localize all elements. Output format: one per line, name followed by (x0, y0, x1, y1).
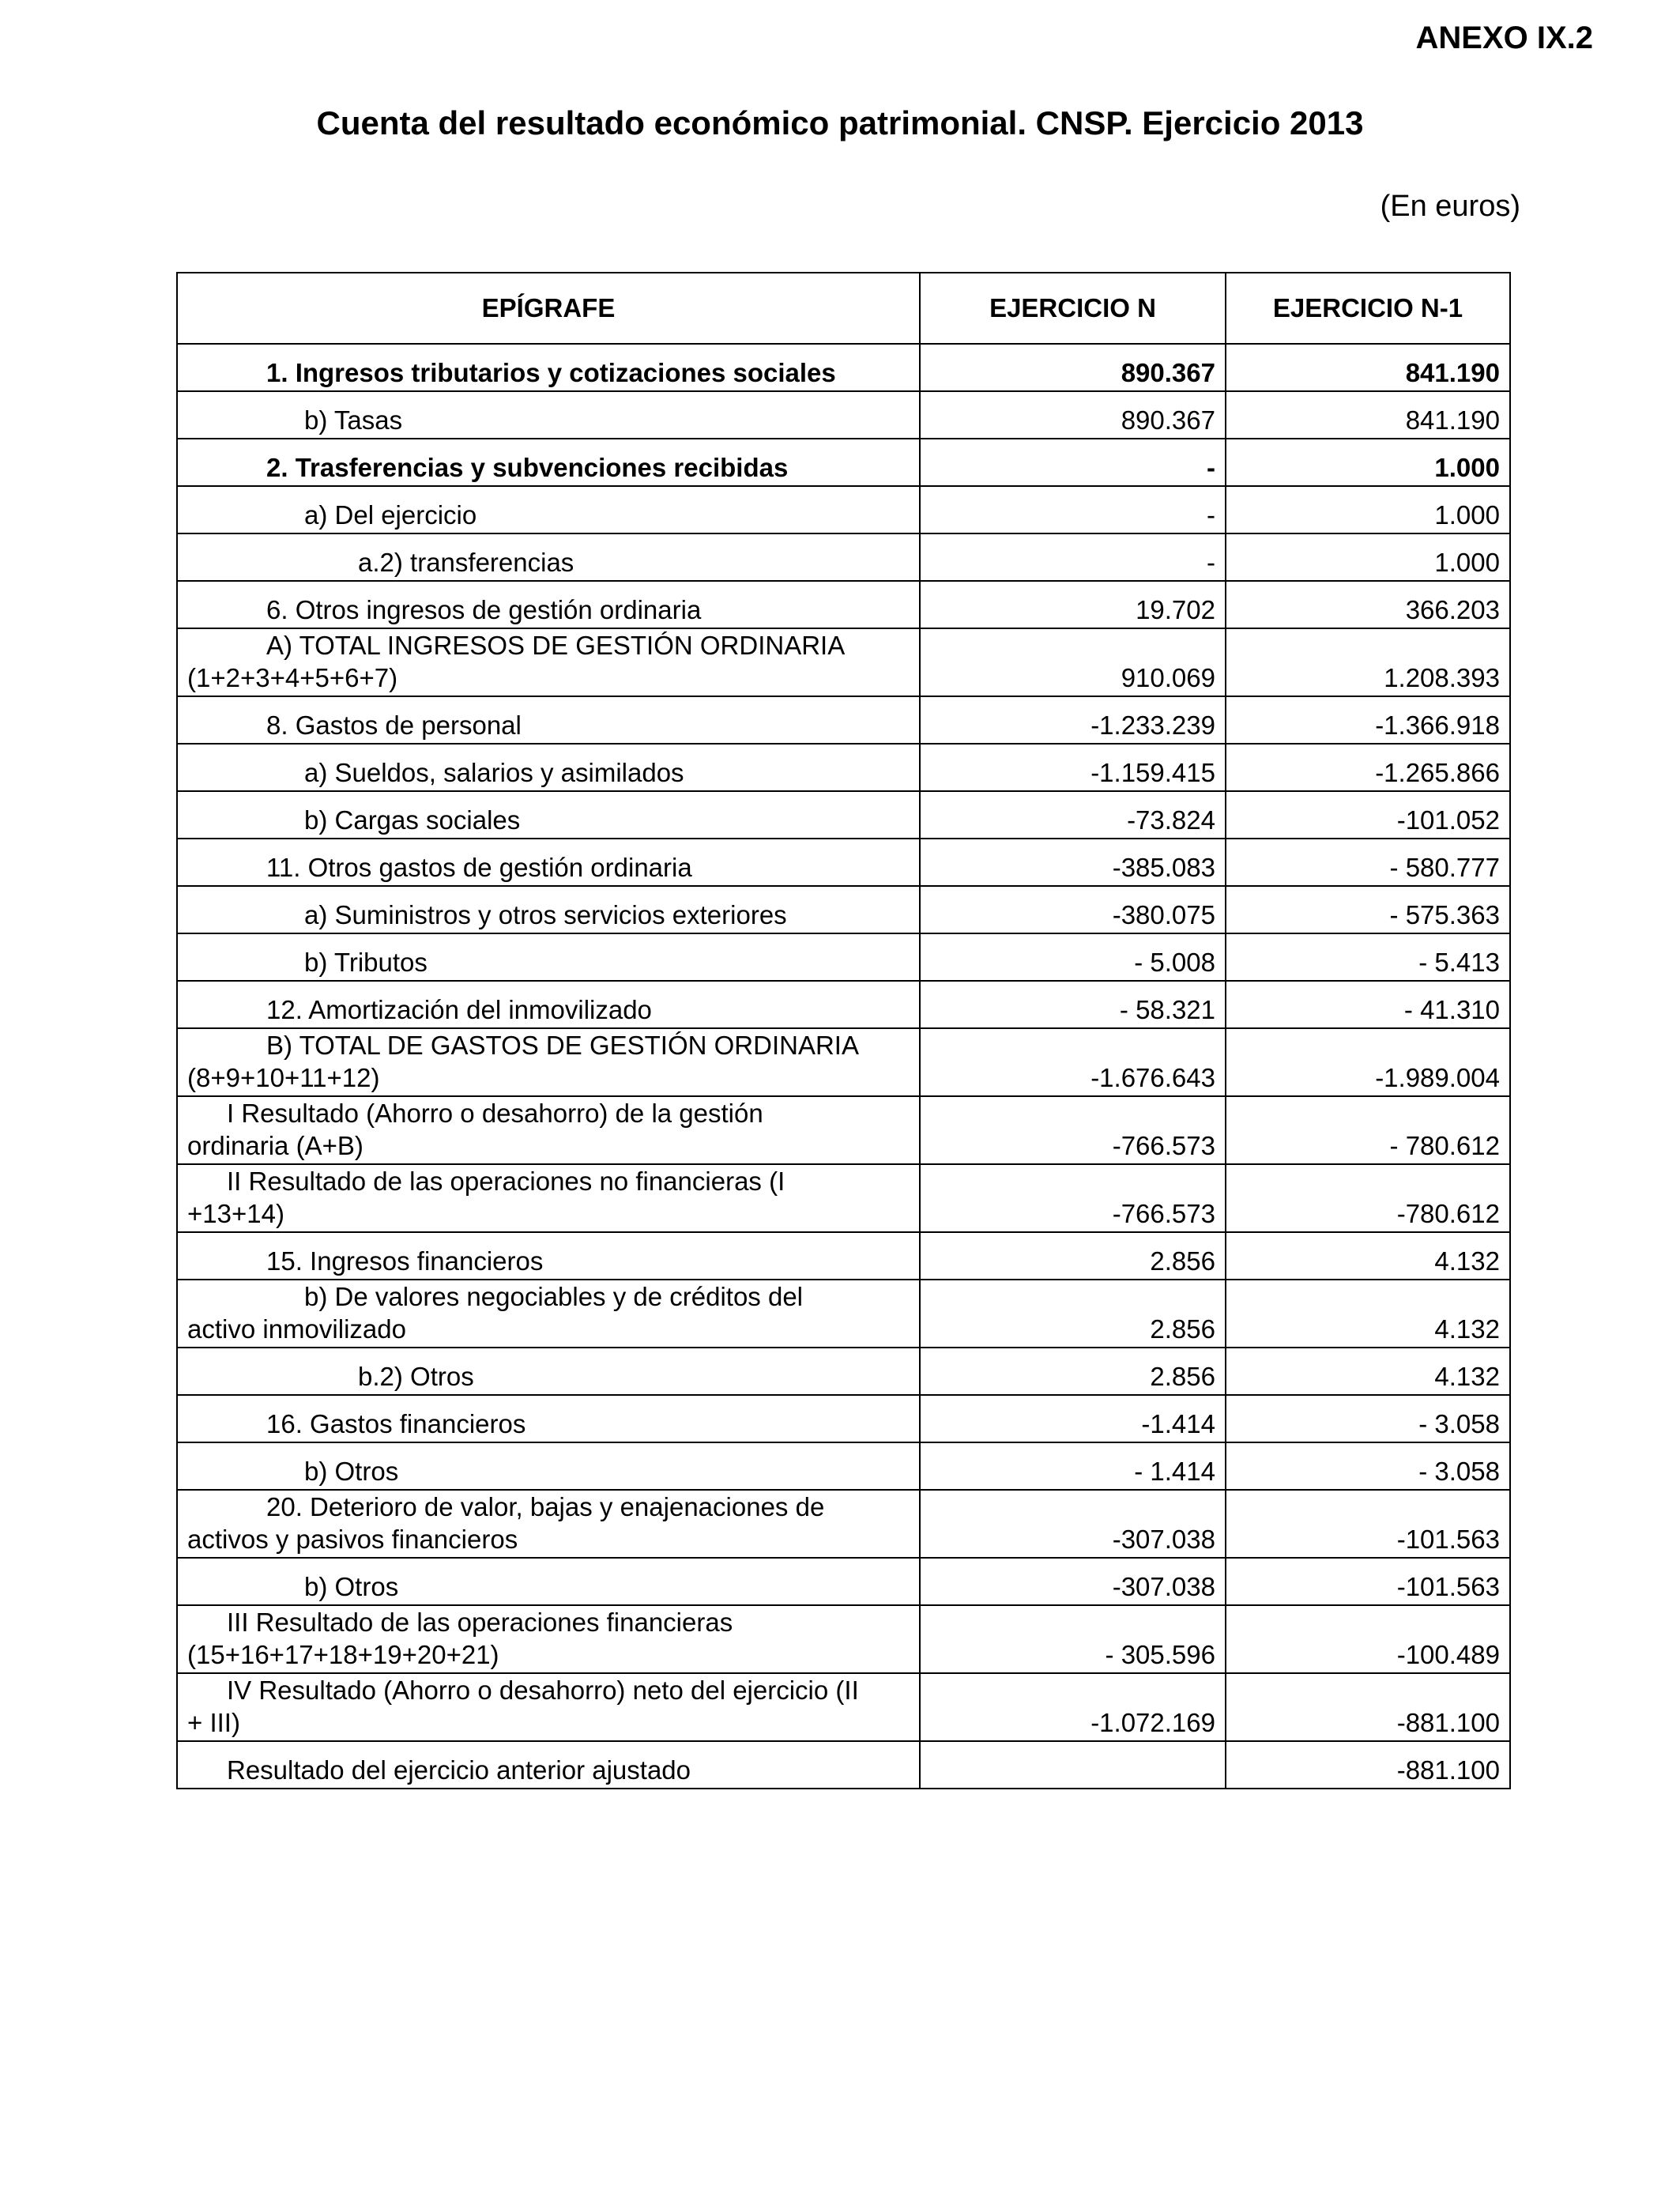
income-statement-table (176, 272, 1511, 1789)
table-row (177, 1605, 1510, 1673)
table-row (177, 344, 1510, 391)
row-label: b.2) Otros (177, 1348, 920, 1395)
row-label: 8. Gastos de personal (177, 696, 920, 744)
row-label-line-2: (1+2+3+4+5+6+7) (187, 663, 398, 692)
value-ejercicio-n1: 4.132 (1226, 1280, 1510, 1348)
column-header-ejercicio-n1: EJERCICIO N-1 (1226, 273, 1510, 344)
table-row (177, 1280, 1510, 1348)
table-row (177, 1558, 1510, 1605)
value-ejercicio-n: - 305.596 (920, 1605, 1226, 1673)
table-row (177, 1164, 1510, 1232)
value-ejercicio-n: 19.702 (920, 581, 1226, 628)
row-label-line-2: activo inmovilizado (187, 1314, 406, 1344)
value-ejercicio-n1: - 580.777 (1226, 839, 1510, 886)
value-ejercicio-n1: -780.612 (1226, 1164, 1510, 1232)
row-label: Resultado del ejercicio anterior ajustado (177, 1741, 920, 1789)
row-label: b) Otros (177, 1558, 920, 1605)
value-ejercicio-n: - 5.008 (920, 933, 1226, 981)
row-label (177, 1028, 920, 1096)
value-ejercicio-n1: -881.100 (1226, 1673, 1510, 1741)
row-label-line-1: IV Resultado (Ahorro o desahorro) neto del ejercicio (II (227, 1676, 859, 1705)
value-ejercicio-n1: - 5.413 (1226, 933, 1510, 981)
table-row (177, 1490, 1510, 1558)
table-row (177, 391, 1510, 439)
value-ejercicio-n: -1.159.415 (920, 744, 1226, 791)
row-label (177, 1605, 920, 1673)
table-header-row (177, 273, 1510, 344)
value-ejercicio-n1: -1.265.866 (1226, 744, 1510, 791)
table-row (177, 581, 1510, 628)
value-ejercicio-n: -1.233.239 (920, 696, 1226, 744)
row-label-line-1: I Resultado (Ahorro o desahorro) de la gestión (227, 1099, 763, 1128)
row-label-line-1: A) TOTAL INGRESOS DE GESTIÓN ORDINARIA (266, 631, 846, 660)
row-label-line-1: b) De valores negociables y de créditos del (304, 1282, 804, 1311)
value-ejercicio-n1: -101.563 (1226, 1490, 1510, 1558)
row-label: b) Otros (177, 1442, 920, 1490)
table-row (177, 791, 1510, 839)
annex-label: ANEXO IX.2 (1415, 21, 1593, 55)
value-ejercicio-n: -1.676.643 (920, 1028, 1226, 1096)
value-ejercicio-n1: 366.203 (1226, 581, 1510, 628)
value-ejercicio-n1: - 780.612 (1226, 1096, 1510, 1164)
value-ejercicio-n: -385.083 (920, 839, 1226, 886)
value-ejercicio-n1: - 3.058 (1226, 1442, 1510, 1490)
row-label: a) Sueldos, salarios y asimilados (177, 744, 920, 791)
table-row (177, 1348, 1510, 1395)
row-label-line-1: B) TOTAL DE GASTOS DE GESTIÓN ORDINARIA (266, 1031, 859, 1060)
value-ejercicio-n1: 4.132 (1226, 1232, 1510, 1280)
value-ejercicio-n1: -100.489 (1226, 1605, 1510, 1673)
row-label-line-2: (15+16+17+18+19+20+21) (187, 1640, 499, 1669)
value-ejercicio-n: - 58.321 (920, 981, 1226, 1028)
row-label: a) Suministros y otros servicios exteriores (177, 886, 920, 933)
table-row (177, 696, 1510, 744)
row-label: a.2) transferencias (177, 533, 920, 581)
value-ejercicio-n1: -1.989.004 (1226, 1028, 1510, 1096)
value-ejercicio-n: - (920, 439, 1226, 486)
value-ejercicio-n1: -881.100 (1226, 1741, 1510, 1789)
row-label: a) Del ejercicio (177, 486, 920, 533)
row-label-line-2: (8+9+10+11+12) (187, 1063, 380, 1092)
value-ejercicio-n1: 1.000 (1226, 533, 1510, 581)
value-ejercicio-n: -766.573 (920, 1164, 1226, 1232)
currency-note: (En euros) (1380, 190, 1520, 223)
row-label (177, 1280, 920, 1348)
row-label: 15. Ingresos financieros (177, 1232, 920, 1280)
value-ejercicio-n: 2.856 (920, 1232, 1226, 1280)
row-label-line-2: +13+14) (187, 1199, 284, 1228)
value-ejercicio-n: 2.856 (920, 1348, 1226, 1395)
table-row (177, 533, 1510, 581)
table-row (177, 1232, 1510, 1280)
row-label: 2. Trasferencias y subvenciones recibidas (177, 439, 920, 486)
value-ejercicio-n: -73.824 (920, 791, 1226, 839)
row-label: 16. Gastos financieros (177, 1395, 920, 1442)
value-ejercicio-n1: 4.132 (1226, 1348, 1510, 1395)
row-label (177, 1164, 920, 1232)
row-label-line-1: II Resultado de las operaciones no financieras (I (227, 1167, 785, 1196)
column-header-epigrafe: EPÍGRAFE (177, 273, 920, 344)
page-title: Cuenta del resultado económico patrimonial. CNSP. Ejercicio 2013 (316, 104, 1364, 141)
value-ejercicio-n1: 1.000 (1226, 439, 1510, 486)
value-ejercicio-n1: - 41.310 (1226, 981, 1510, 1028)
value-ejercicio-n1: -1.366.918 (1226, 696, 1510, 744)
value-ejercicio-n: 910.069 (920, 628, 1226, 696)
row-label (177, 1673, 920, 1741)
table-row (177, 981, 1510, 1028)
value-ejercicio-n: 890.367 (920, 344, 1226, 391)
row-label: b) Tributos (177, 933, 920, 981)
column-header-ejercicio-n: EJERCICIO N (920, 273, 1226, 344)
value-ejercicio-n: - 1.414 (920, 1442, 1226, 1490)
row-label: 6. Otros ingresos de gestión ordinaria (177, 581, 920, 628)
value-ejercicio-n: -380.075 (920, 886, 1226, 933)
row-label: 11. Otros gastos de gestión ordinaria (177, 839, 920, 886)
value-ejercicio-n (920, 1741, 1226, 1789)
value-ejercicio-n1: -101.563 (1226, 1558, 1510, 1605)
value-ejercicio-n: -307.038 (920, 1490, 1226, 1558)
table-row (177, 744, 1510, 791)
row-label (177, 1490, 920, 1558)
table-row (177, 1673, 1510, 1741)
value-ejercicio-n: - (920, 486, 1226, 533)
row-label-line-1: III Resultado de las operaciones financieras (227, 1608, 733, 1637)
value-ejercicio-n1: 841.190 (1226, 344, 1510, 391)
value-ejercicio-n: 2.856 (920, 1280, 1226, 1348)
table-row (177, 1442, 1510, 1490)
row-label-line-2: ordinaria (A+B) (187, 1131, 363, 1160)
table-row (177, 486, 1510, 533)
row-label: b) Tasas (177, 391, 920, 439)
value-ejercicio-n1: - 575.363 (1226, 886, 1510, 933)
value-ejercicio-n: -307.038 (920, 1558, 1226, 1605)
value-ejercicio-n: -1.072.169 (920, 1673, 1226, 1741)
row-label-line-2: activos y pasivos financieros (187, 1525, 518, 1554)
row-label (177, 628, 920, 696)
table-row (177, 886, 1510, 933)
table-row (177, 839, 1510, 886)
value-ejercicio-n: -766.573 (920, 1096, 1226, 1164)
table-row (177, 1741, 1510, 1789)
table-row (177, 1096, 1510, 1164)
value-ejercicio-n: 890.367 (920, 391, 1226, 439)
value-ejercicio-n1: 841.190 (1226, 391, 1510, 439)
row-label: 1. Ingresos tributarios y cotizaciones sociales (177, 344, 920, 391)
row-label (177, 1096, 920, 1164)
row-label-line-1: 20. Deterioro de valor, bajas y enajenaciones de (266, 1492, 825, 1521)
row-label-line-2: + III) (187, 1708, 240, 1737)
value-ejercicio-n: - (920, 533, 1226, 581)
table-row (177, 628, 1510, 696)
table-row (177, 439, 1510, 486)
table-row (177, 1028, 1510, 1096)
row-label: 12. Amortización del inmovilizado (177, 981, 920, 1028)
value-ejercicio-n1: 1.000 (1226, 486, 1510, 533)
table-row (177, 1395, 1510, 1442)
value-ejercicio-n1: -101.052 (1226, 791, 1510, 839)
row-label: b) Cargas sociales (177, 791, 920, 839)
value-ejercicio-n1: - 3.058 (1226, 1395, 1510, 1442)
table-row (177, 933, 1510, 981)
value-ejercicio-n1: 1.208.393 (1226, 628, 1510, 696)
value-ejercicio-n: -1.414 (920, 1395, 1226, 1442)
